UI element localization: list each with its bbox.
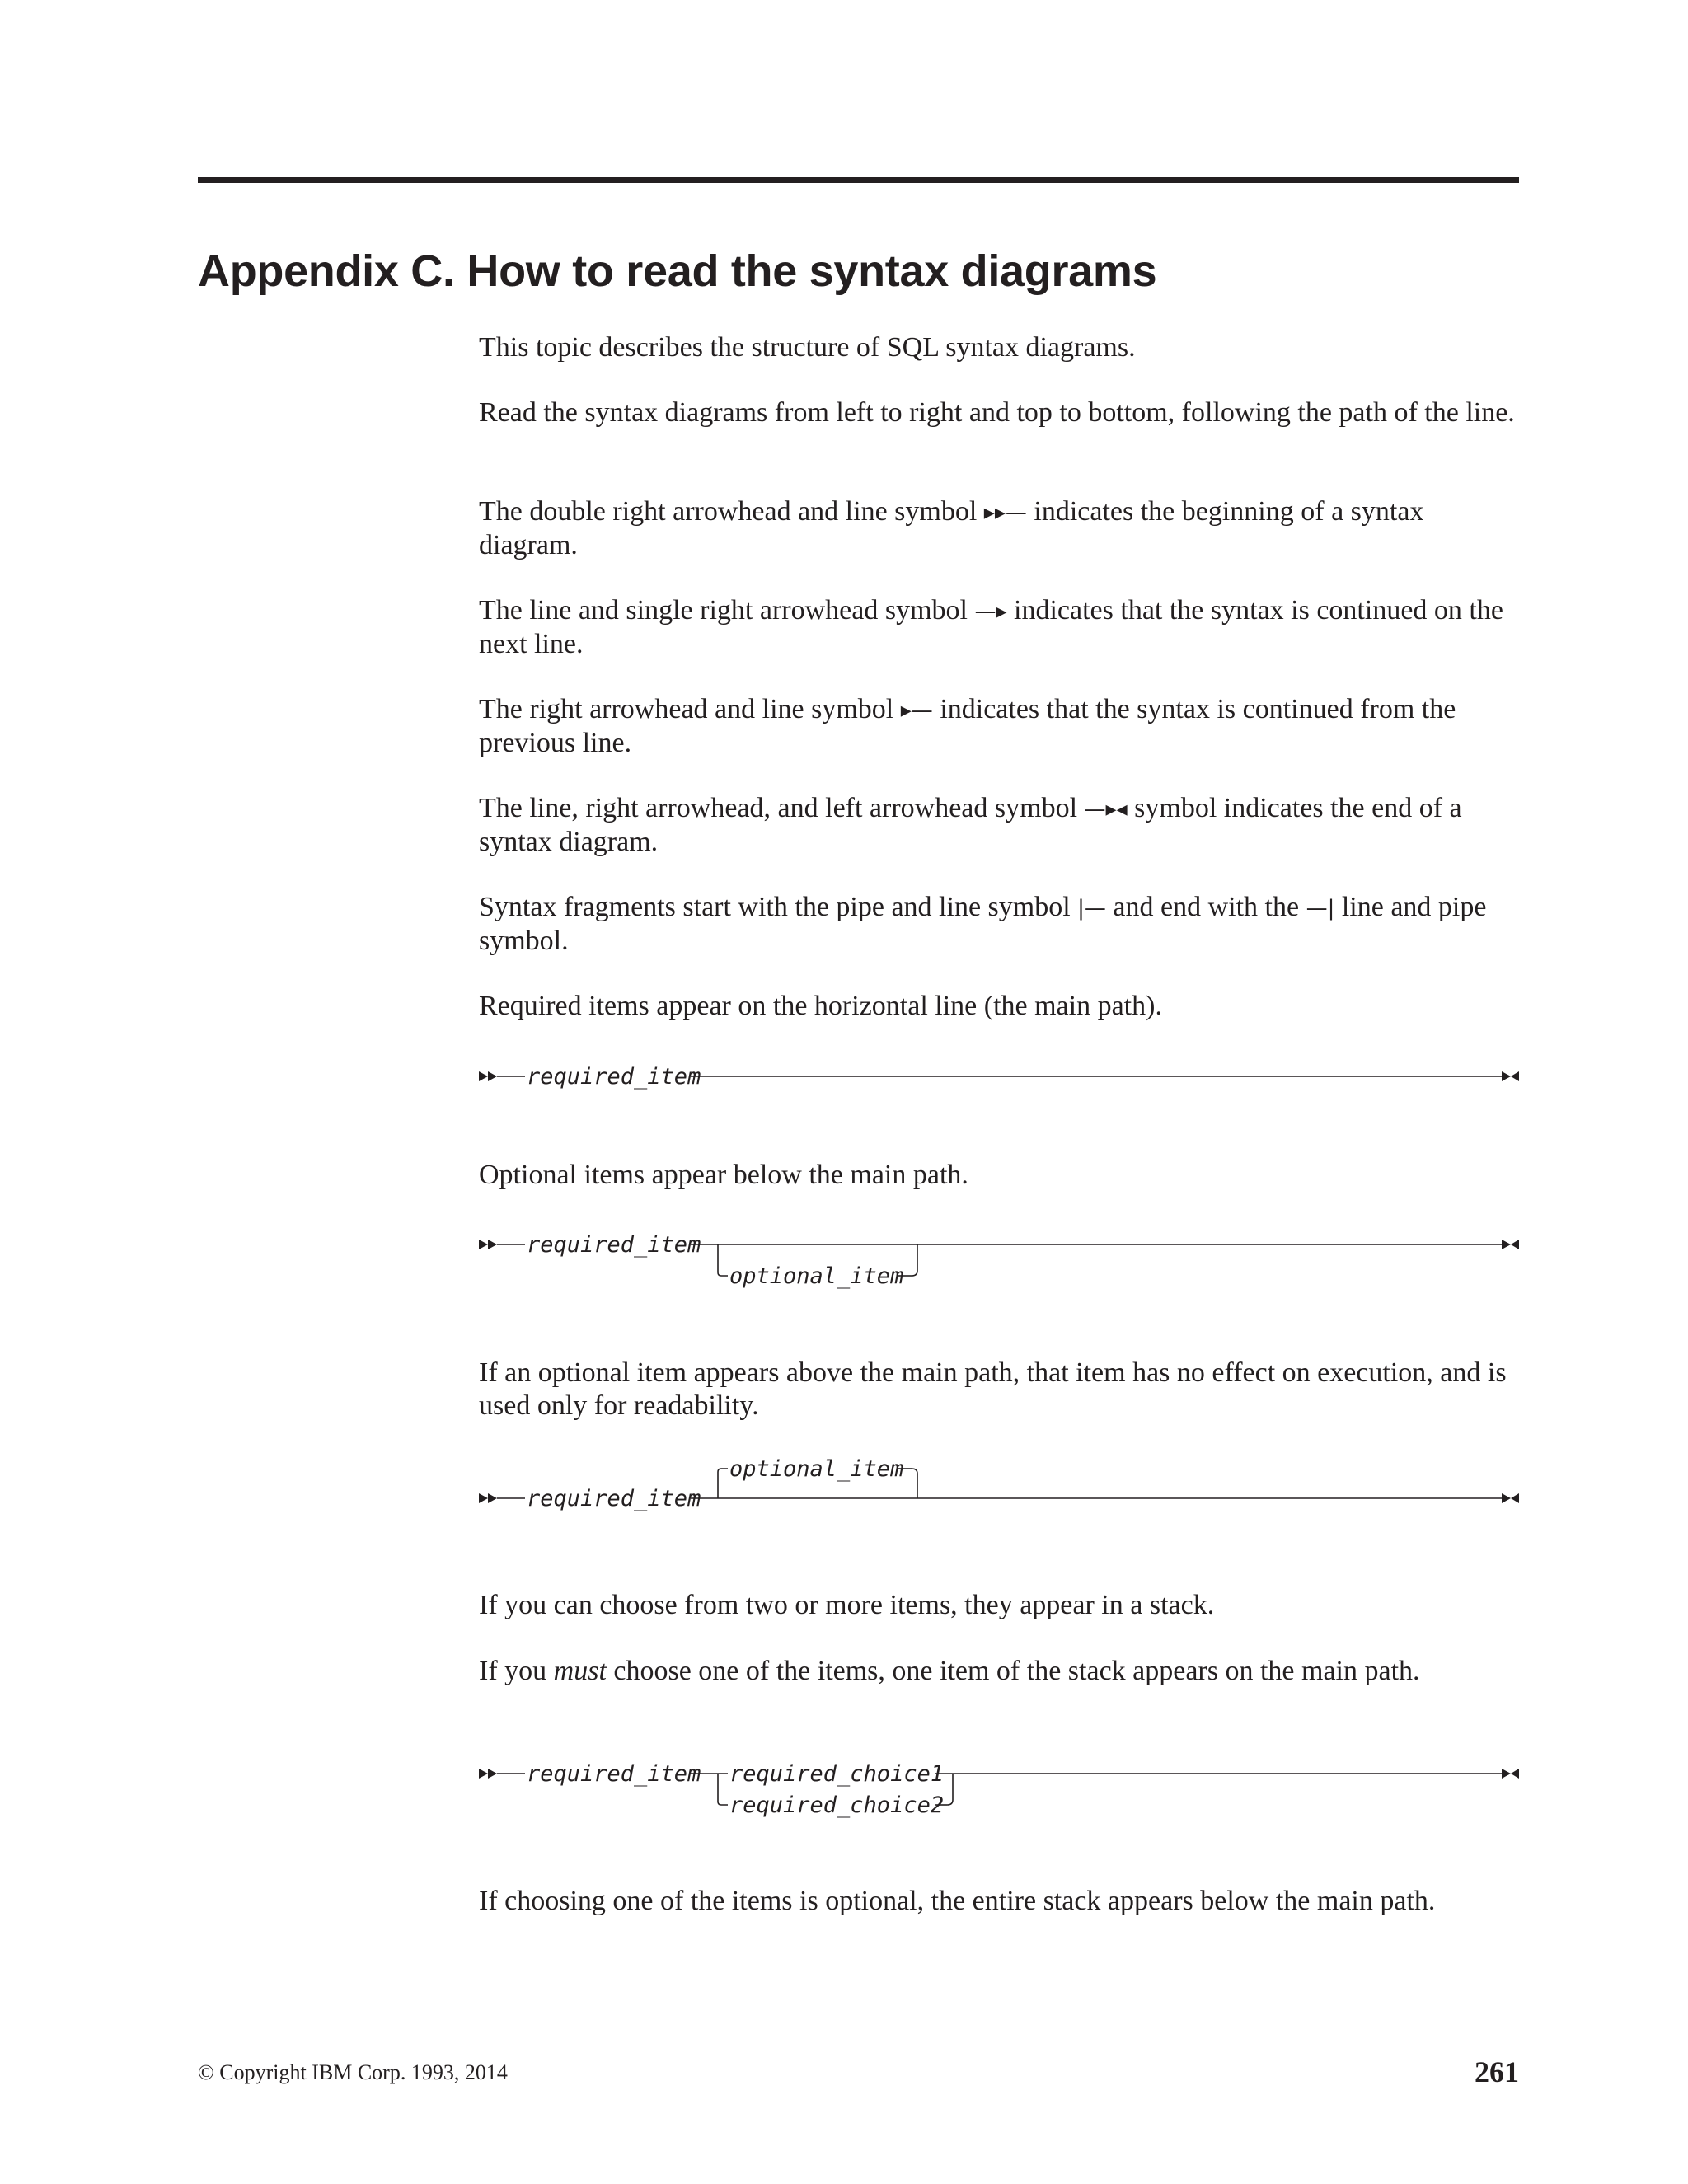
end-arrowhead-icon (1502, 1240, 1511, 1249)
required-choice2-label: required_choice2 (729, 1793, 945, 1818)
fragment-start-icon: |— (1077, 896, 1106, 921)
header-rule (198, 177, 1519, 183)
begin-arrowhead-icon (479, 1769, 488, 1779)
paragraph-fragment-symbols: Syntax fragments start with the pipe and line symbol |— and end with the —| line and pipe symbol. (479, 892, 1487, 956)
end-arrowhead-icon (1502, 1769, 1511, 1779)
optional-item-label: optional_item (729, 1456, 904, 1482)
paragraph-optional-items: Optional items appear below the main path. (479, 1160, 968, 1190)
continue-from-arrow-icon: ▸— (900, 698, 933, 723)
end-arrow-icon: —▸◂ (1084, 797, 1128, 822)
paragraph-stack: If you can choose from two or more items, they appear in a stack. (479, 1590, 1215, 1620)
continue-next-arrow-icon: —▸ (974, 599, 1007, 624)
syntax-diagram-required (479, 1055, 1519, 1104)
required-item-label: required_item (527, 1064, 701, 1090)
optional-item-label: optional_item (729, 1263, 904, 1289)
fragment-end-icon: —| (1306, 896, 1335, 921)
copyright-notice: © Copyright IBM Corp. 1993, 2014 (198, 2060, 508, 2084)
paragraph-optional-above: If an optional item appears above the main path, that item has no effect on execution, and is used only for readability. (479, 1357, 1507, 1421)
paragraph-optional-stack: If choosing one of the items is optional, the entire stack appears below the main path. (479, 1886, 1436, 1916)
end-arrowhead-icon (1502, 1071, 1511, 1081)
paragraph-continue-next-symbol: The line and single right arrowhead symbol —▸ indicates that the syntax is continued on the next line. (479, 595, 1503, 659)
paragraph-continue-from-symbol: The right arrowhead and line symbol ▸— indicates that the syntax is continued from the previous line. (479, 694, 1456, 758)
paragraph-required-items: Required items appear on the horizontal line (the main path). (479, 991, 1162, 1021)
paragraph-end-symbol: The line, right arrowhead, and left arrowhead symbol —▸◂ symbol indicates the end of a syntax diagram. (479, 793, 1462, 857)
required-item-label: required_item (527, 1232, 701, 1258)
required-item-label: required_item (527, 1486, 701, 1511)
page-number: 261 (1475, 2055, 1519, 2088)
syntax-diagram-optional-above (479, 1451, 1519, 1516)
required-choice1-label: required_choice1 (729, 1761, 945, 1787)
end-arrowhead-icon (1502, 1493, 1511, 1503)
begin-arrowhead-icon (479, 1240, 488, 1249)
paragraph-must-choose: If you must choose one of the items, one item of the stack appears on the main path. (479, 1656, 1420, 1686)
begin-arrowhead-icon (479, 1493, 488, 1503)
begin-arrowhead-icon (479, 1071, 488, 1081)
syntax-diagram-required-choice (479, 1752, 1519, 1818)
begin-arrow-icon: ▸▸— (983, 500, 1027, 525)
paragraph-begin-symbol: The double right arrowhead and line symbol ▸▸— indicates the beginning of a syntax diagram. (479, 496, 1424, 560)
paragraph-reading-order: Read the syntax diagrams from left to right and top to bottom, following the path of the line. (479, 397, 1515, 428)
required-item-label: required_item (527, 1761, 701, 1787)
syntax-diagram-optional-below (479, 1223, 1519, 1289)
page-title: Appendix C. How to read the syntax diagrams (198, 246, 1157, 296)
paragraph-intro: This topic describes the structure of SQL syntax diagrams. (479, 332, 1136, 363)
